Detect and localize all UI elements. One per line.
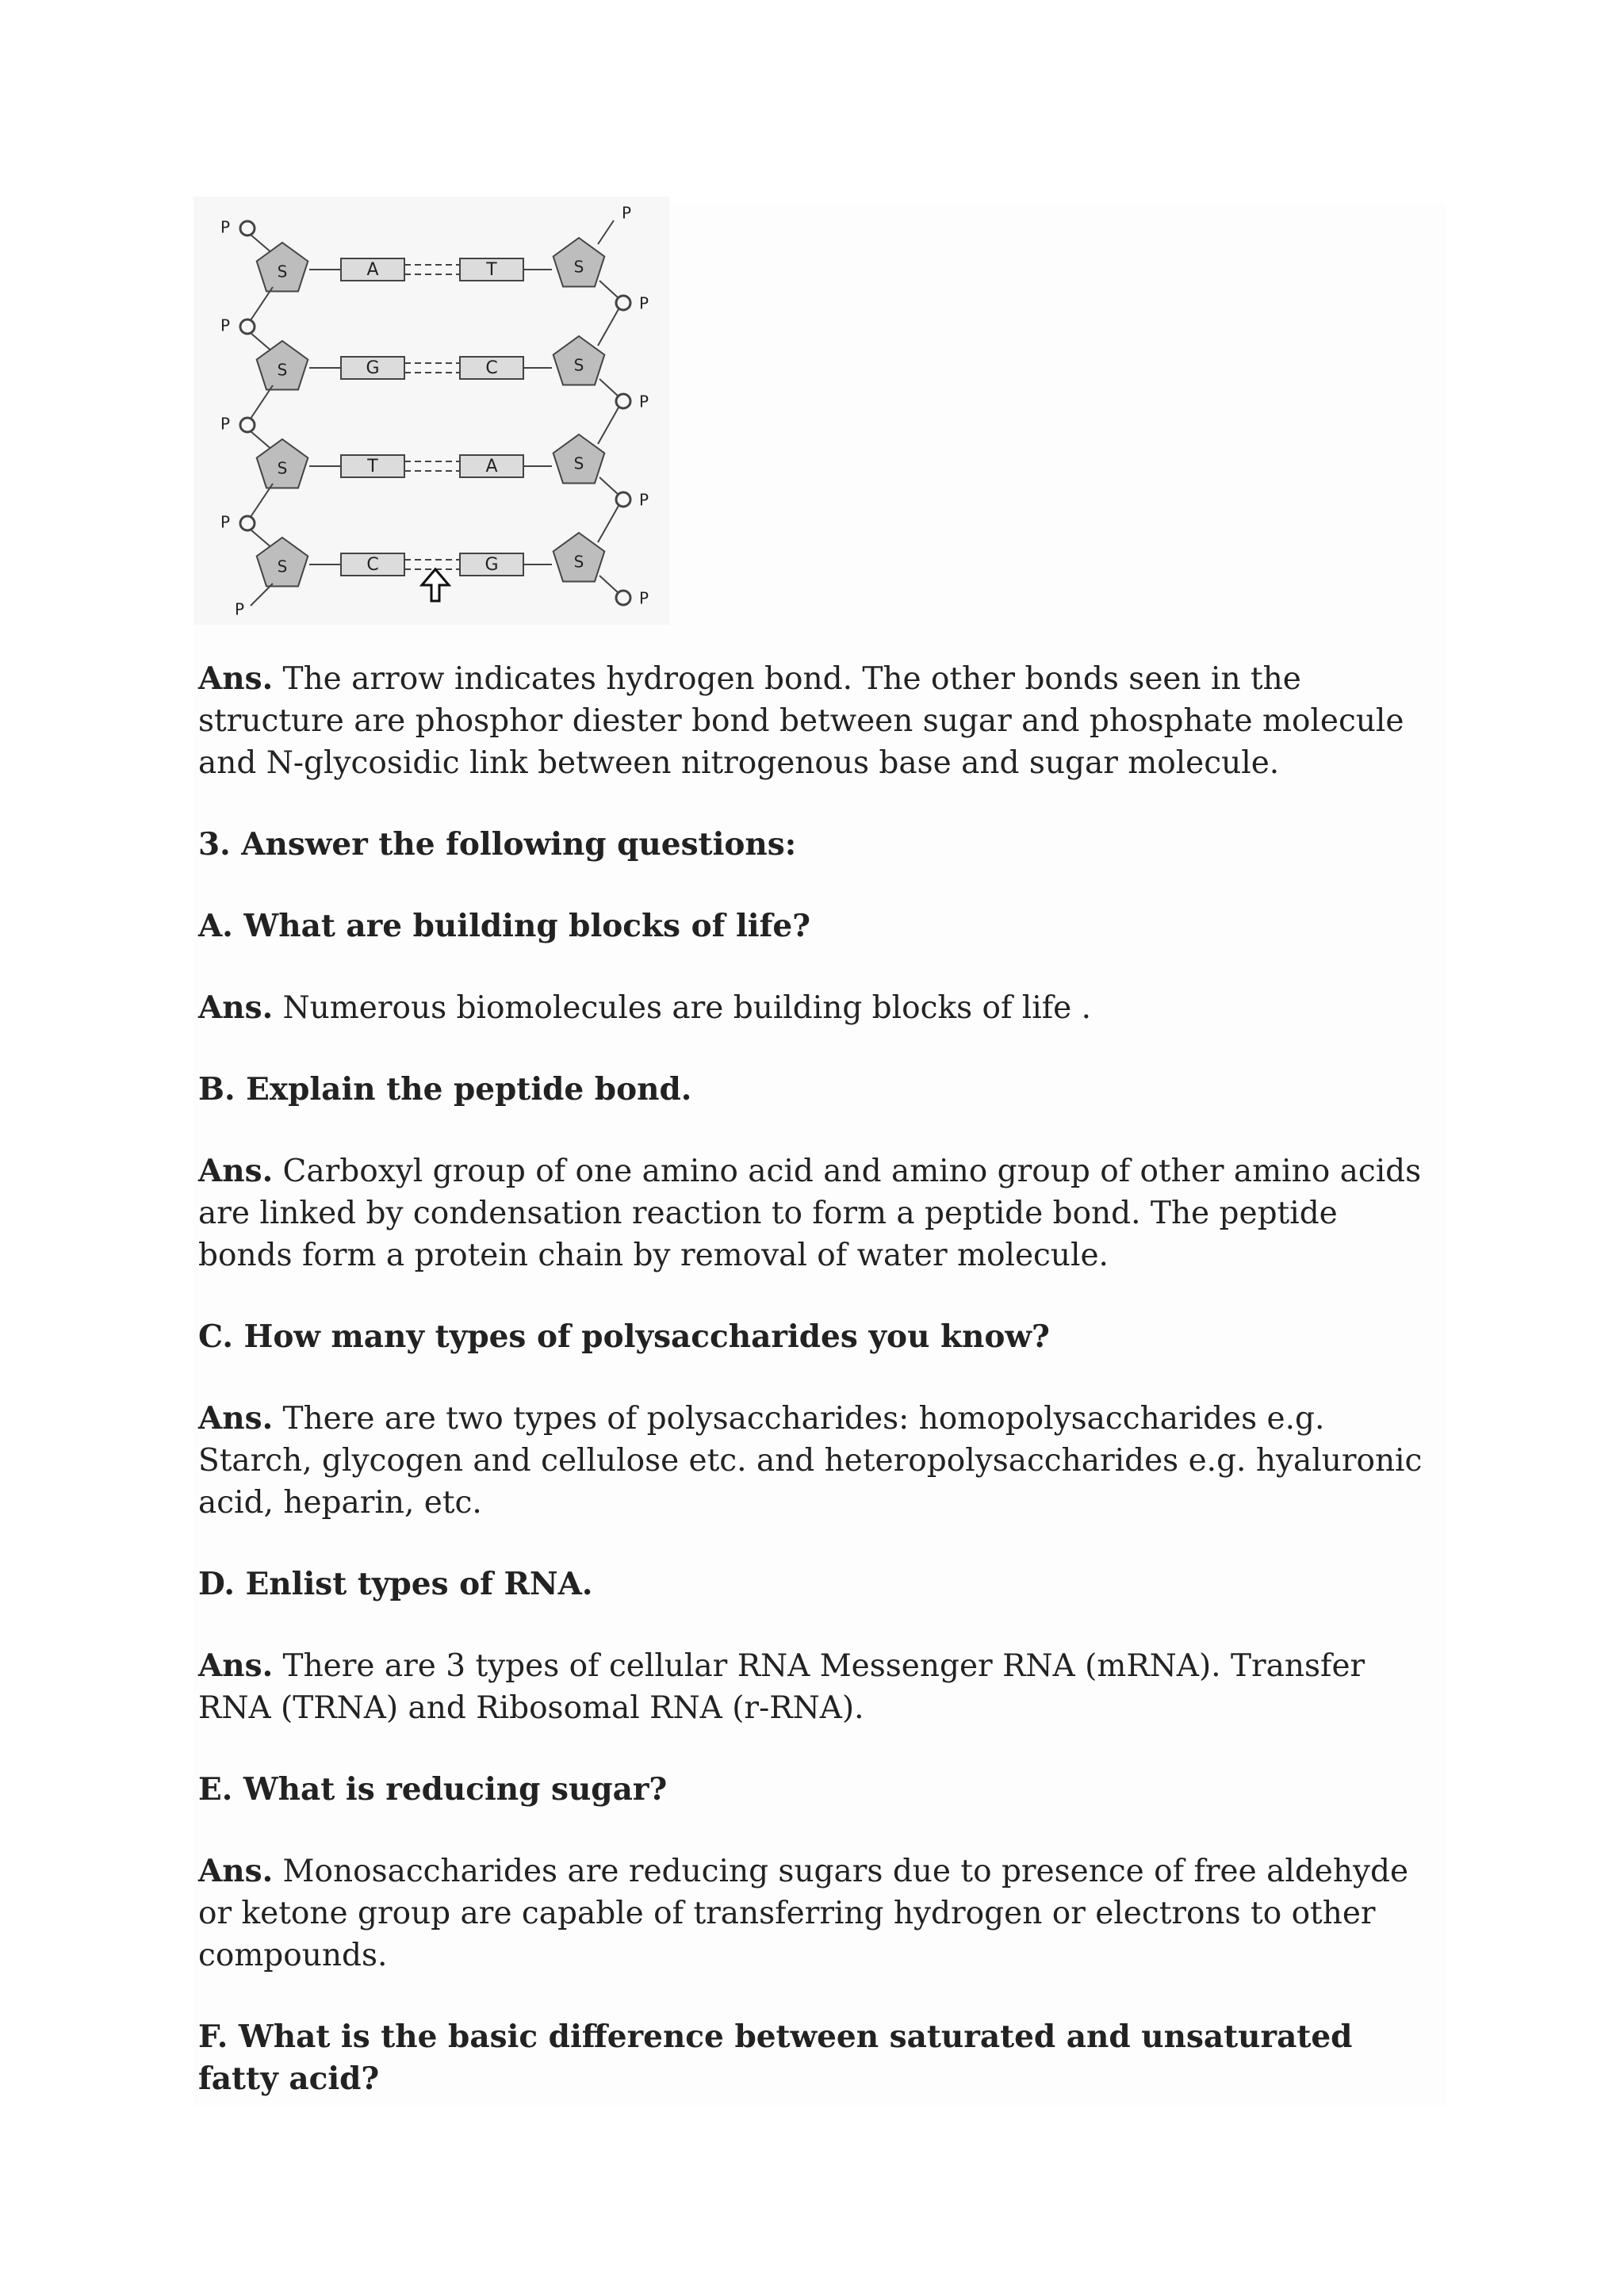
sugar-label: S — [573, 453, 584, 473]
phosphate-label: P — [638, 293, 649, 313]
phosphate-label: P — [220, 414, 231, 434]
question-heading: D. Enlist types of RNA. — [198, 1566, 593, 1602]
phosphate-label: P — [220, 217, 231, 237]
answer-text: Carboxyl group of one amino acid and amino group of other amino acids are linked by condensation reaction to form a peptide bond. The peptide bonds form a protein chain by removal of water molecule. — [198, 1154, 1422, 1273]
left-base-label: T — [367, 457, 378, 476]
question-heading: C. How many types of polysaccharides you know? — [198, 1318, 1050, 1355]
dna-structure-diagram — [193, 197, 669, 625]
answer-paragraph — [198, 1850, 1435, 1976]
right-base-label: A — [485, 457, 498, 476]
right-base-label: G — [485, 555, 499, 575]
sugar-label: S — [277, 557, 288, 576]
document-body — [198, 658, 1435, 2140]
answer-label: Ans. — [198, 1647, 274, 1684]
sugar-label: S — [573, 257, 584, 277]
sugar-label: S — [277, 262, 288, 281]
sugar-label: S — [277, 458, 288, 478]
answer-text: Monosaccharides are reducing sugars due to presence of free aldehyde or ketone group are capable of transferring hydrogen or electrons to other compounds. — [198, 1854, 1409, 1973]
phosphate-label: P — [220, 316, 231, 335]
answer-label: Ans. — [198, 1853, 274, 1889]
left-base-label: C — [366, 555, 379, 575]
answer-paragraph — [198, 658, 1435, 784]
answer-paragraph — [198, 1645, 1435, 1729]
left-base-label: G — [366, 358, 380, 378]
sugar-label: S — [277, 360, 288, 380]
answer-label: Ans. — [198, 660, 274, 697]
answer-text: There are two types of polysaccharides: homopolysaccharides e.g. Starch, glycogen and cellulose etc. and heteropolysaccharides e.g. hyaluronic acid, heparin, etc. — [198, 1401, 1423, 1521]
question-heading: F. What is the basic difference between saturated and unsaturated fatty acid? — [198, 2019, 1353, 2097]
answer-label: Ans. — [198, 1400, 274, 1437]
question-heading: A. What are building blocks of life? — [198, 908, 811, 944]
phosphate-label: P — [621, 203, 632, 223]
answer-label: Ans. — [198, 989, 274, 1026]
phosphate-label: P — [638, 588, 649, 608]
right-base-label: T — [486, 260, 497, 280]
right-base-label: C — [485, 358, 498, 378]
left-base-label: A — [366, 260, 379, 280]
question-heading: E. What is reducing sugar? — [198, 1771, 668, 1808]
phosphate-label: P — [638, 392, 649, 411]
sugar-label: S — [573, 355, 584, 375]
answer-paragraph — [198, 1150, 1435, 1276]
answer-paragraph — [198, 987, 1435, 1029]
sugar-label: S — [573, 552, 584, 572]
phosphate-label: P — [234, 599, 245, 619]
phosphate-label: P — [220, 512, 231, 532]
answer-paragraph — [198, 1398, 1435, 1524]
answer-text: Numerous biomolecules are building blocks of life . — [273, 990, 1092, 1026]
phosphate-label: P — [638, 490, 649, 510]
answer-text: There are 3 types of cellular RNA Messenger RNA (mRNA). Transfer RNA (TRNA) and Ribosomal RNA (r-RNA). — [198, 1648, 1365, 1726]
answer-label: Ans. — [198, 1153, 274, 1189]
question-heading: 3. Answer the following questions: — [198, 826, 797, 863]
answer-text: The arrow indicates hydrogen bond. The other bonds seen in the structure are phosphor diester bond between sugar and phosphate molecule and N-glycosidic link between nitrogenous base and sugar molecule. — [198, 661, 1404, 781]
question-heading: B. Explain the peptide bond. — [198, 1071, 692, 1108]
